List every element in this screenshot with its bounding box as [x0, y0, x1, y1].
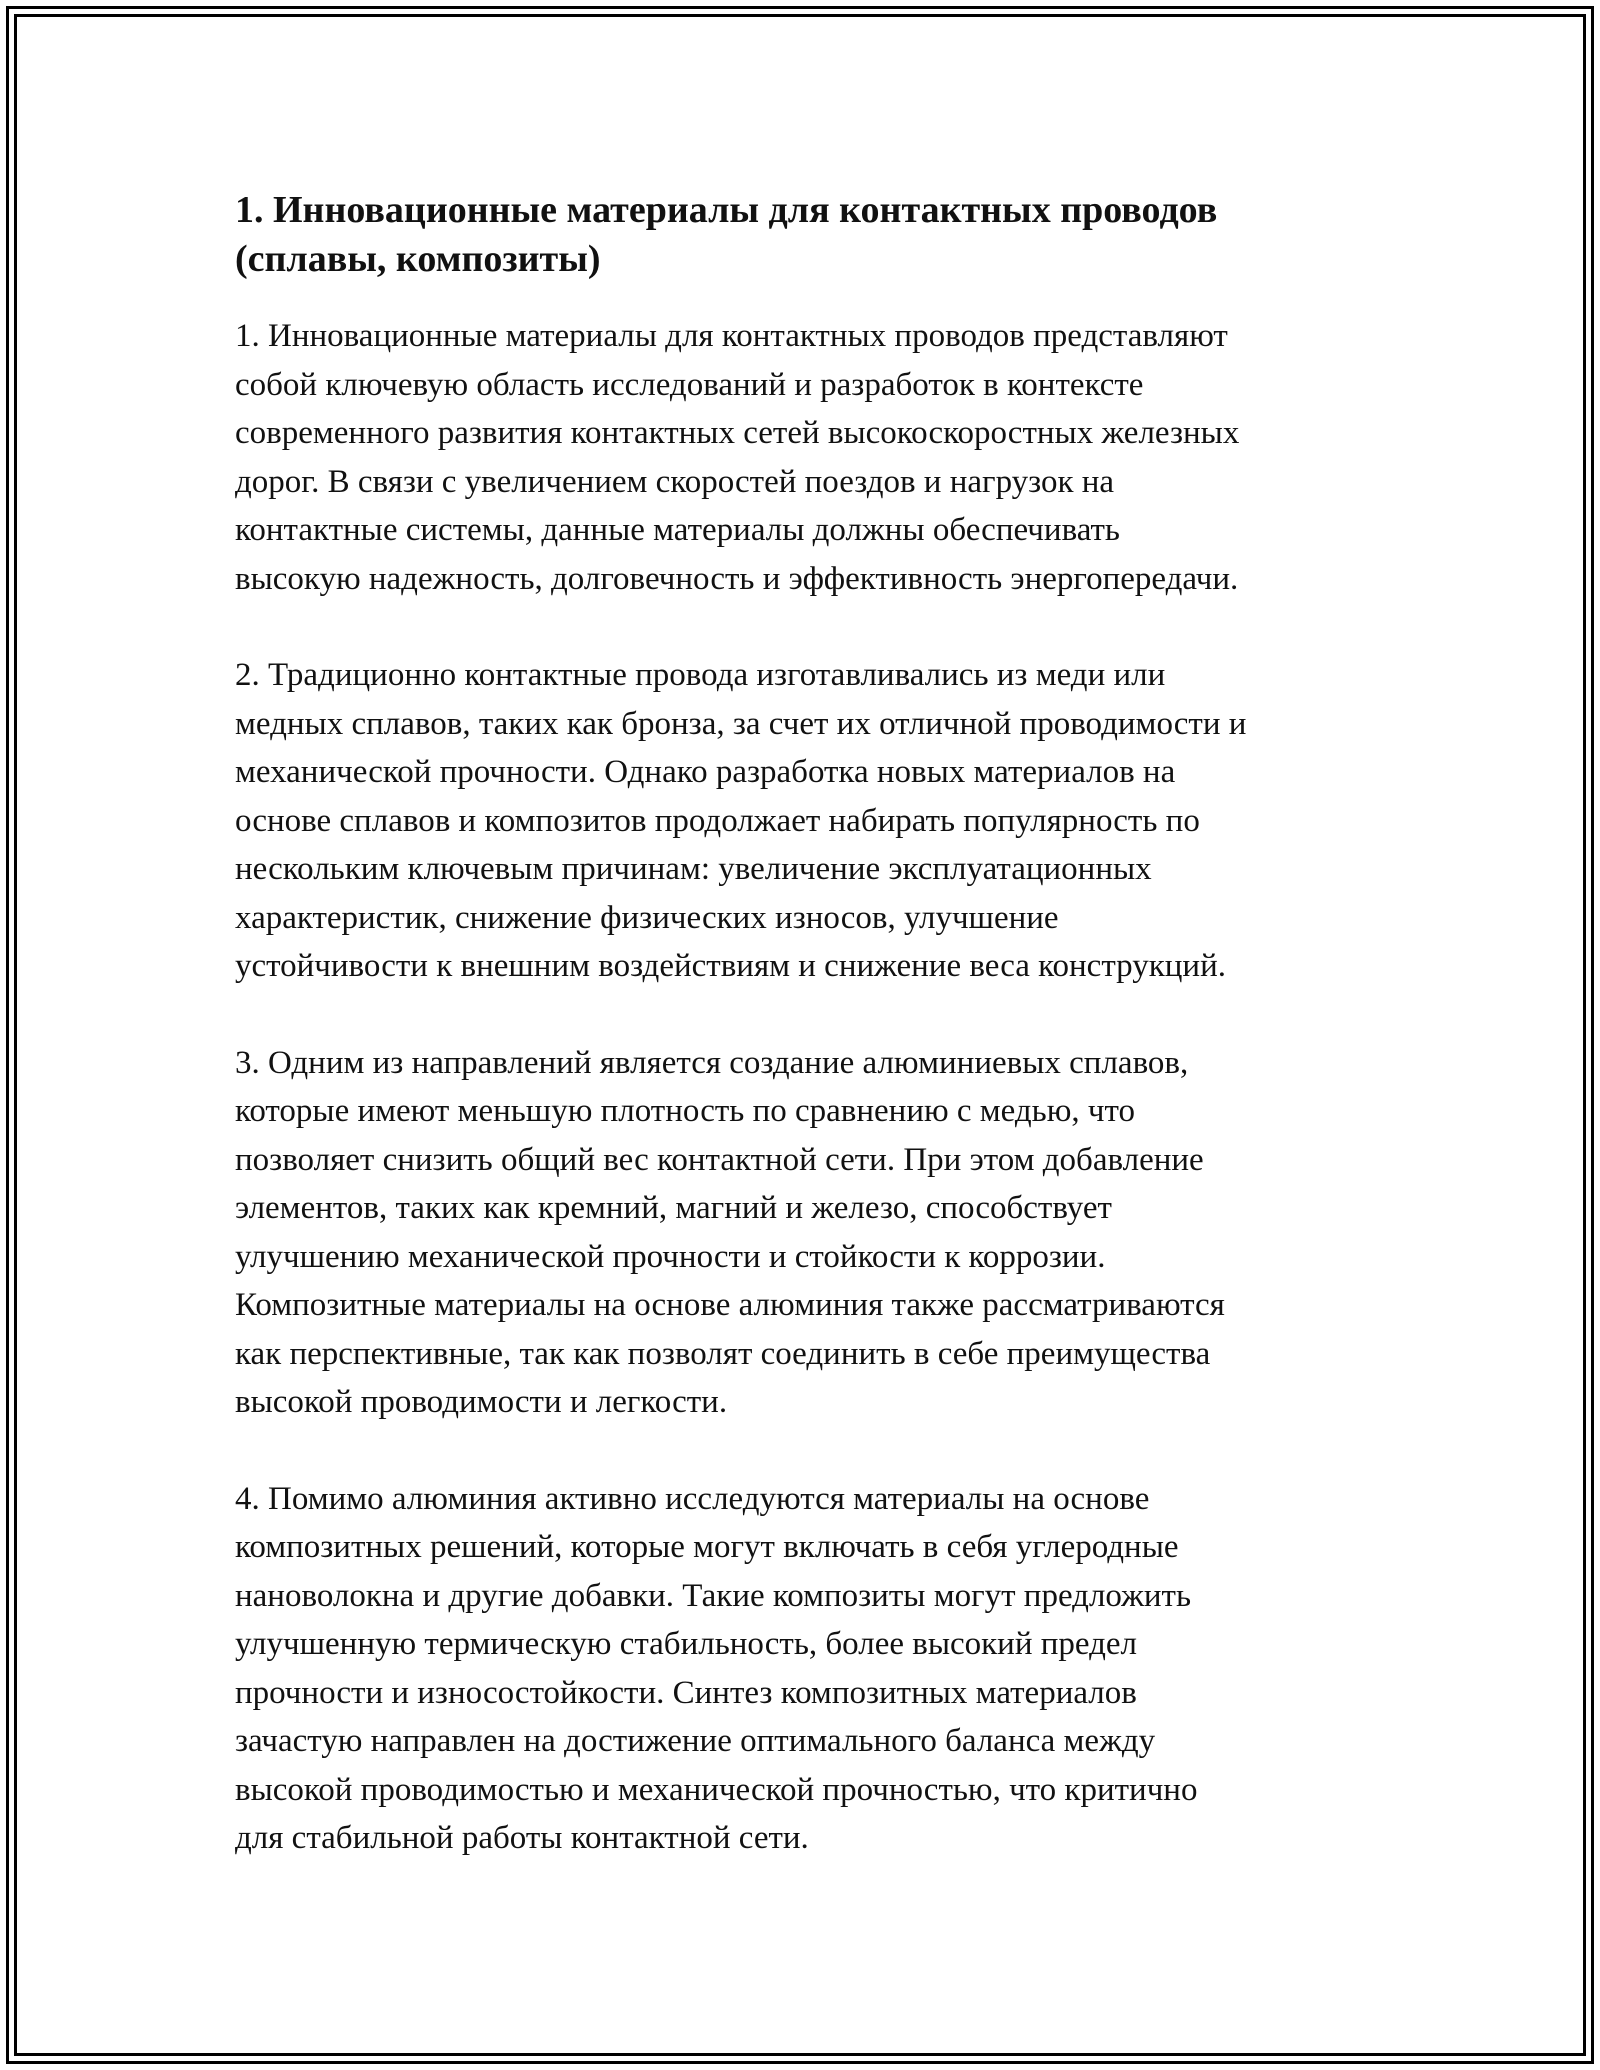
paragraph-line: Композитные материалы на основе алюминия также рассматриваются — [235, 1287, 1225, 1323]
paragraph-line: основе сплавов и композитов продолжает набирать популярность по — [235, 802, 1200, 839]
paragraph-3 — [235, 1039, 1395, 1427]
heading-line: 1. Инновационные материалы для контактных проводов — [235, 189, 1218, 231]
paragraph-line: контактные системы, данные материалы должны обеспечивать — [235, 512, 1120, 548]
paragraph-line: композитных решений, которые могут включать в себя углеродные — [235, 1529, 1179, 1565]
paragraph-line: собой ключевую область исследований и разработок в контексте — [235, 366, 1144, 403]
paragraph-line: для стабильной работы контактной сети. — [235, 1820, 809, 1856]
paragraph-line: зачастую направлен на достижение оптимального баланса между — [235, 1723, 1156, 1759]
paragraph-line: улучшению механической прочности и стойкости к коррозии. — [235, 1238, 1106, 1275]
document-body — [235, 186, 1395, 1911]
section-heading — [235, 186, 1395, 284]
paragraph-line: медных сплавов, таких как бронза, за счет их отличной проводимости и — [235, 705, 1247, 742]
paragraph-line: высокой проводимостью и механической прочностью, что критично — [235, 1771, 1198, 1808]
paragraph-line: позволяет снизить общий вес контактной сети. При этом добавление — [235, 1141, 1204, 1178]
paragraph-line: 3. Одним из направлений является создание алюминиевых сплавов, — [235, 1044, 1189, 1081]
paragraph-line: нановолокна и другие добавки. Такие композиты могут предложить — [235, 1577, 1192, 1614]
paragraph-1 — [235, 312, 1395, 603]
paragraph-line: высокую надежность, долговечность и эффективность энергопередачи. — [235, 560, 1239, 597]
paragraph-line: механической прочности. Однако разработка новых материалов на — [235, 754, 1176, 790]
paragraph-line: которые имеют меньшую плотность по сравнению с медью, что — [235, 1093, 1135, 1129]
paragraph-line: характеристик, снижение физических износов, улучшение — [235, 899, 1059, 936]
paragraph-line: 2. Традиционно контактные провода изготавливались из меди или — [235, 657, 1166, 693]
paragraph-line: дорог. В связи с увеличением скоростей поездов и нагрузок на — [235, 463, 1115, 500]
paragraph-line: высокой проводимости и легкости. — [235, 1384, 728, 1420]
paragraph-line: элементов, таких как кремний, магний и железо, способствует — [235, 1190, 1112, 1226]
paragraph-line: устойчивости к внешним воздействиям и снижение веса конструкций. — [235, 948, 1226, 984]
paragraph-line: 1. Инновационные материалы для контактных проводов представляют — [235, 318, 1228, 354]
paragraph-line: улучшенную термическую стабильность, более высокий предел — [235, 1626, 1138, 1662]
paragraph-line: современного развития контактных сетей высокоскоростных железных — [235, 415, 1240, 451]
paragraph-2 — [235, 651, 1395, 991]
paragraph-4 — [235, 1475, 1395, 1863]
paragraph-line: прочности и износостойкости. Синтез композитных материалов — [235, 1674, 1137, 1711]
paragraph-line: нескольким ключевым причинам: увеличение эксплуатационных — [235, 851, 1152, 887]
paragraph-line: как перспективные, так как позволят соединить в себе преимущества — [235, 1335, 1211, 1372]
heading-line: (сплавы, композиты) — [235, 238, 601, 280]
paragraph-line: 4. Помимо алюминия активно исследуются материалы на основе — [235, 1480, 1150, 1517]
